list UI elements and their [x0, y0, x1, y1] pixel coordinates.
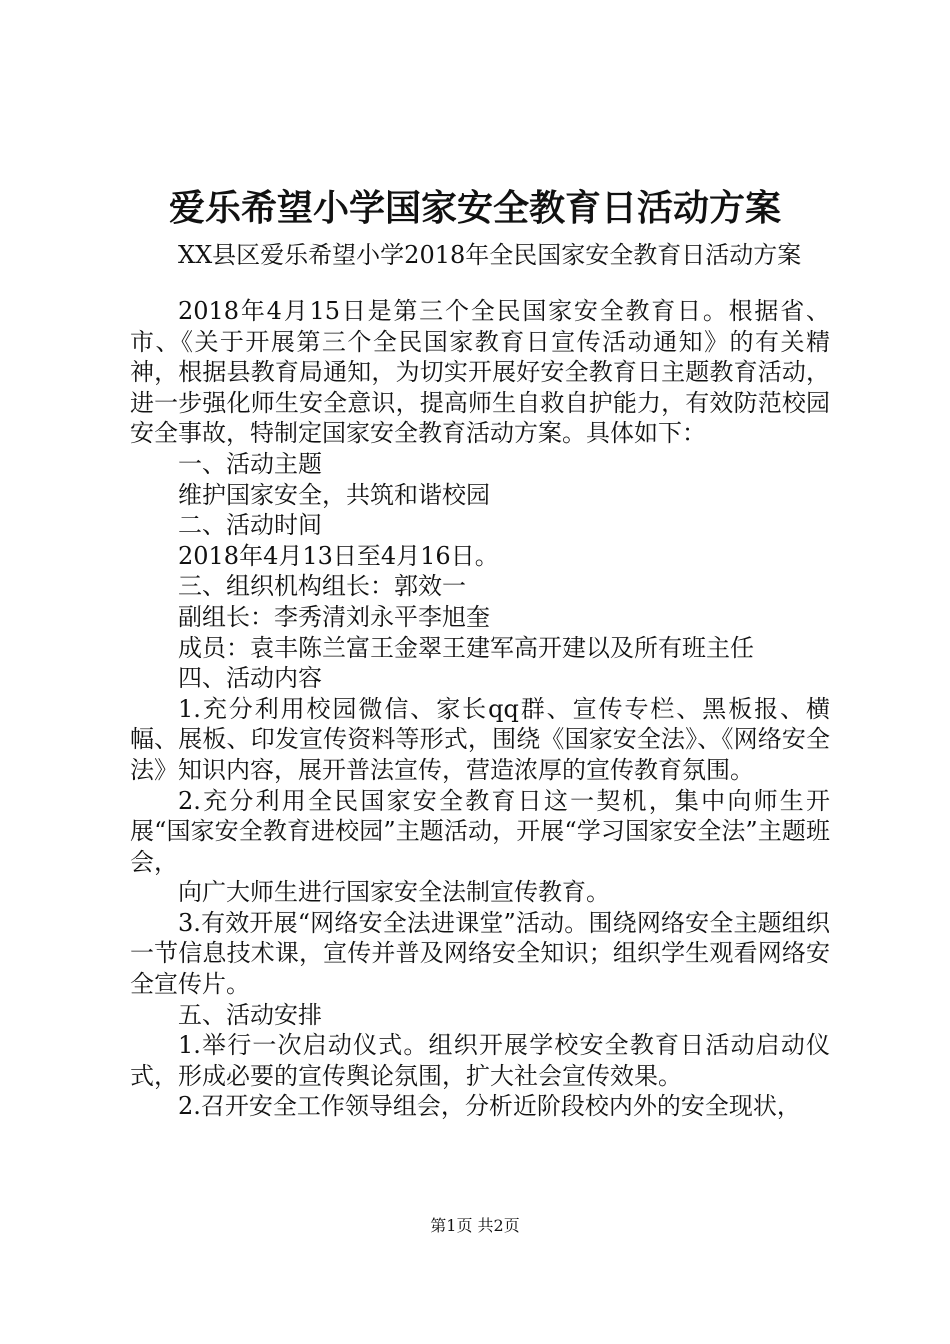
document-title: 爱乐希望小学国家安全教育日活动方案: [168, 187, 781, 229]
content-item-3: 3.有效开展“网络安全法进课堂”活动。围绕网络安全主题组织一节信息技术课，宣传并普及网络安全知识；组织学生观看网络安全宣传片。: [130, 908, 830, 999]
content-item-2-continued: 向广大师生进行国家安全法制宣传教育。: [178, 878, 610, 907]
section-heading-organization: 三、组织机构组长：郭效一: [178, 572, 466, 601]
arrangement-item-2: 2.召开安全工作领导组会，分析近阶段校内外的安全现状，: [178, 1092, 801, 1121]
deputy-leaders-text: 副组长：李秀清刘永平李旭奎: [178, 602, 490, 631]
arrangement-item-1: 1.举行一次启动仪式。组织开展学校安全教育日活动启动仪式，形成必要的宣传舆论氛围，扩大社会宣传效果。: [130, 1031, 830, 1090]
members-text: 成员：袁丰陈兰富王金翠王建军高开建以及所有班主任: [178, 633, 754, 662]
intro-paragraph: 2018年4月15日是第三个全民国家安全教育日。根据省、市、《关于开展第三个全民国家教育日宣传活动通知》的有关精神，根据县教育局通知，为切实开展好安全教育日主题教育活动，进一步强化师生安全意识，提高师生自救自护能力，有效防范校园安全事故，特制定国家安全教育活动方案。具体如下：: [130, 297, 830, 448]
document-body: [130, 296, 830, 1122]
section-heading-content: 四、活动内容: [178, 664, 322, 693]
page-footer: 第1页 共2页: [430, 1216, 520, 1235]
section-heading-arrangement: 五、活动安排: [178, 1000, 322, 1029]
content-item-2: 2.充分利用全民国家安全教育日这一契机，集中向师生开展“国家安全教育进校园”主题活动，开展“学习国家安全法”主题班会，: [130, 786, 830, 876]
time-text: 2018年4月13日至4月16日。: [178, 541, 499, 570]
theme-text: 维护国家安全，共筑和谐校园: [178, 480, 490, 509]
section-heading-time: 二、活动时间: [178, 511, 322, 540]
document-subtitle: XX县区爱乐希望小学2018年全民国家安全教育日活动方案: [178, 241, 802, 269]
content-item-1: 1.充分利用校园微信、家长qq群、宣传专栏、黑板报、横幅、展板、印发宣传资料等形式，围绕《国家安全法》、《网络安全法》知识内容，展开普法宣传，营造浓厚的宣传教育氛围。: [130, 694, 830, 784]
section-heading-theme: 一、活动主题: [178, 449, 322, 478]
